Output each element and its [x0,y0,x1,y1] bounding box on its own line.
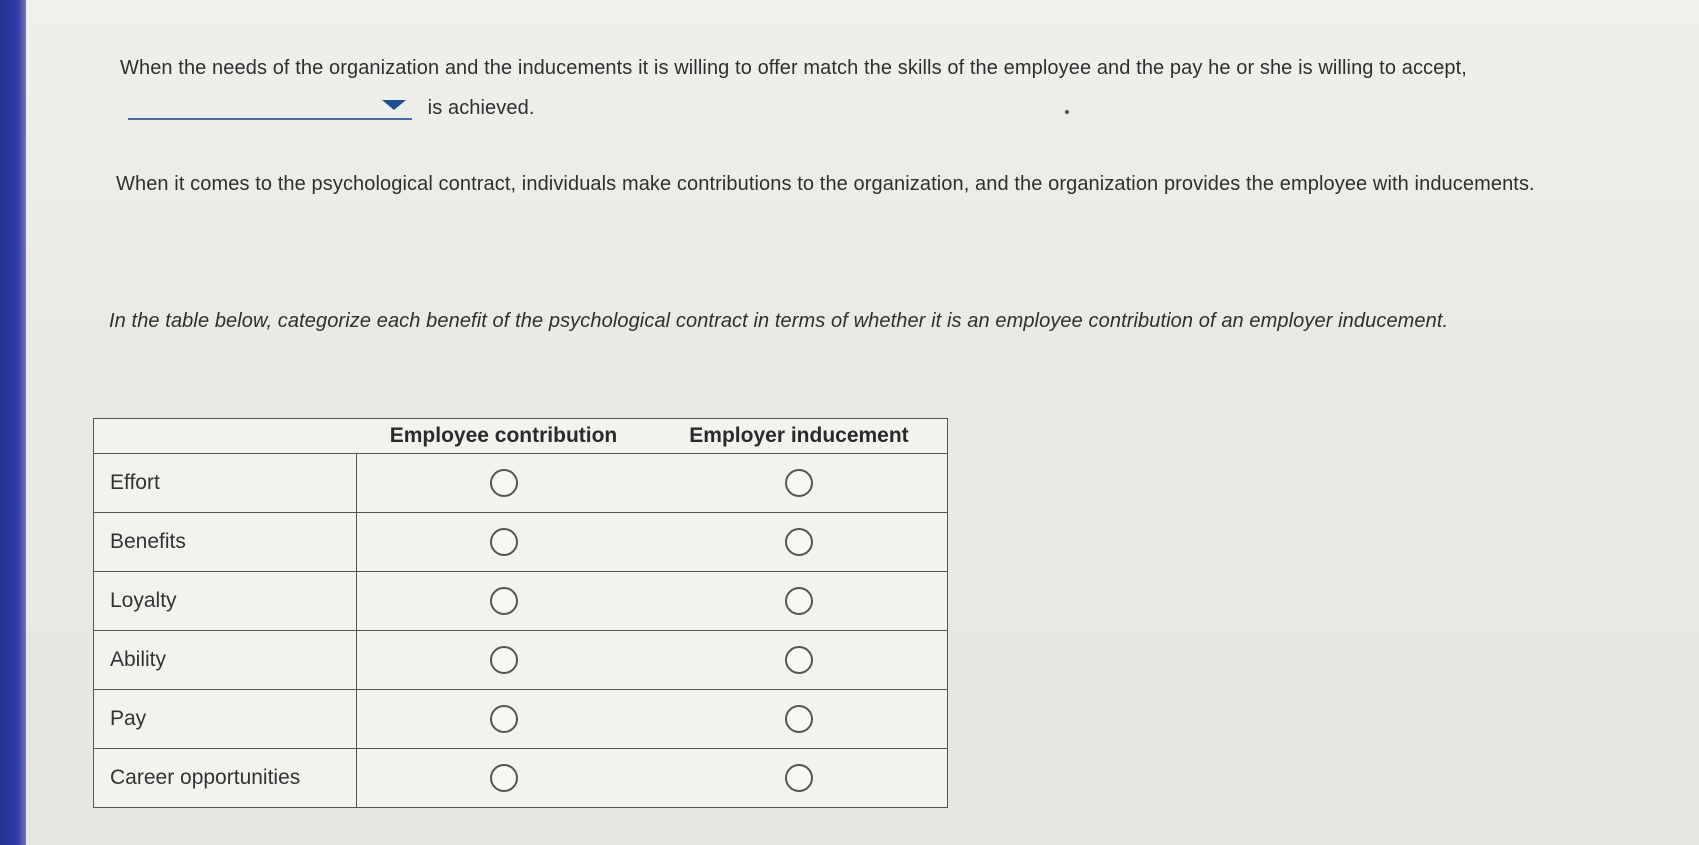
radio-employer-inducement-loyalty[interactable] [785,587,813,615]
radio-employee-contribution-loyalty[interactable] [490,587,518,615]
radio-cell [651,572,948,631]
question-paragraph-1 [120,48,1620,128]
radio-employee-contribution-benefits[interactable] [490,528,518,556]
radio-employee-contribution-effort[interactable] [490,469,518,497]
row-label: Pay [94,690,357,749]
radio-cell [356,513,651,572]
radio-cell [356,631,651,690]
row-label: Benefits [94,513,357,572]
table-row [94,454,948,513]
radio-cell [651,690,948,749]
radio-employee-contribution-pay[interactable] [490,705,518,733]
caret-down-icon [382,100,406,110]
table-row [94,749,948,808]
column-header-employee-contribution: Employee contribution [356,419,651,454]
paragraph-1-text-after: is achieved. [427,97,535,119]
radio-cell [356,454,651,513]
radio-employee-contribution-career-opportunities[interactable] [490,764,518,792]
radio-cell [651,631,948,690]
radio-employer-inducement-ability[interactable] [785,646,813,674]
instruction-paragraph: In the table below, categorize each benefit of the psychological contract in terms of whether it is an employee contribution of an employer inducement. [109,310,1449,332]
categorize-table [93,418,948,808]
column-header-employer-inducement: Employer inducement [651,419,948,454]
radio-employer-inducement-pay[interactable] [785,705,813,733]
radio-employer-inducement-career-opportunities[interactable] [785,764,813,792]
table-row [94,690,948,749]
row-label: Effort [94,454,357,513]
radio-cell [651,749,948,808]
table-row [94,572,948,631]
row-label: Ability [94,631,357,690]
radio-employer-inducement-benefits[interactable] [785,528,813,556]
answer-dropdown[interactable] [128,94,412,120]
radio-cell [651,513,948,572]
radio-cell [651,454,948,513]
table-row [94,631,948,690]
paragraph-1-text-before: When the needs of the organization and the inducements it is willing to offer match the skills of the employee and the pay he or she is willing to accept, [120,57,1467,79]
radio-employer-inducement-effort[interactable] [785,469,813,497]
table-header-row [94,419,948,454]
radio-employee-contribution-ability[interactable] [490,646,518,674]
question-screen [26,0,1699,845]
row-label: Career opportunities [94,749,357,808]
window-edge [0,0,26,845]
table-corner-cell [94,419,357,454]
table-row [94,513,948,572]
radio-cell [356,690,651,749]
radio-cell [356,572,651,631]
question-paragraph-2: When it comes to the psychological contract, individuals make contributions to the organization, and the organization provides the employee with inducements. [116,173,1535,195]
radio-cell [356,749,651,808]
row-label: Loyalty [94,572,357,631]
